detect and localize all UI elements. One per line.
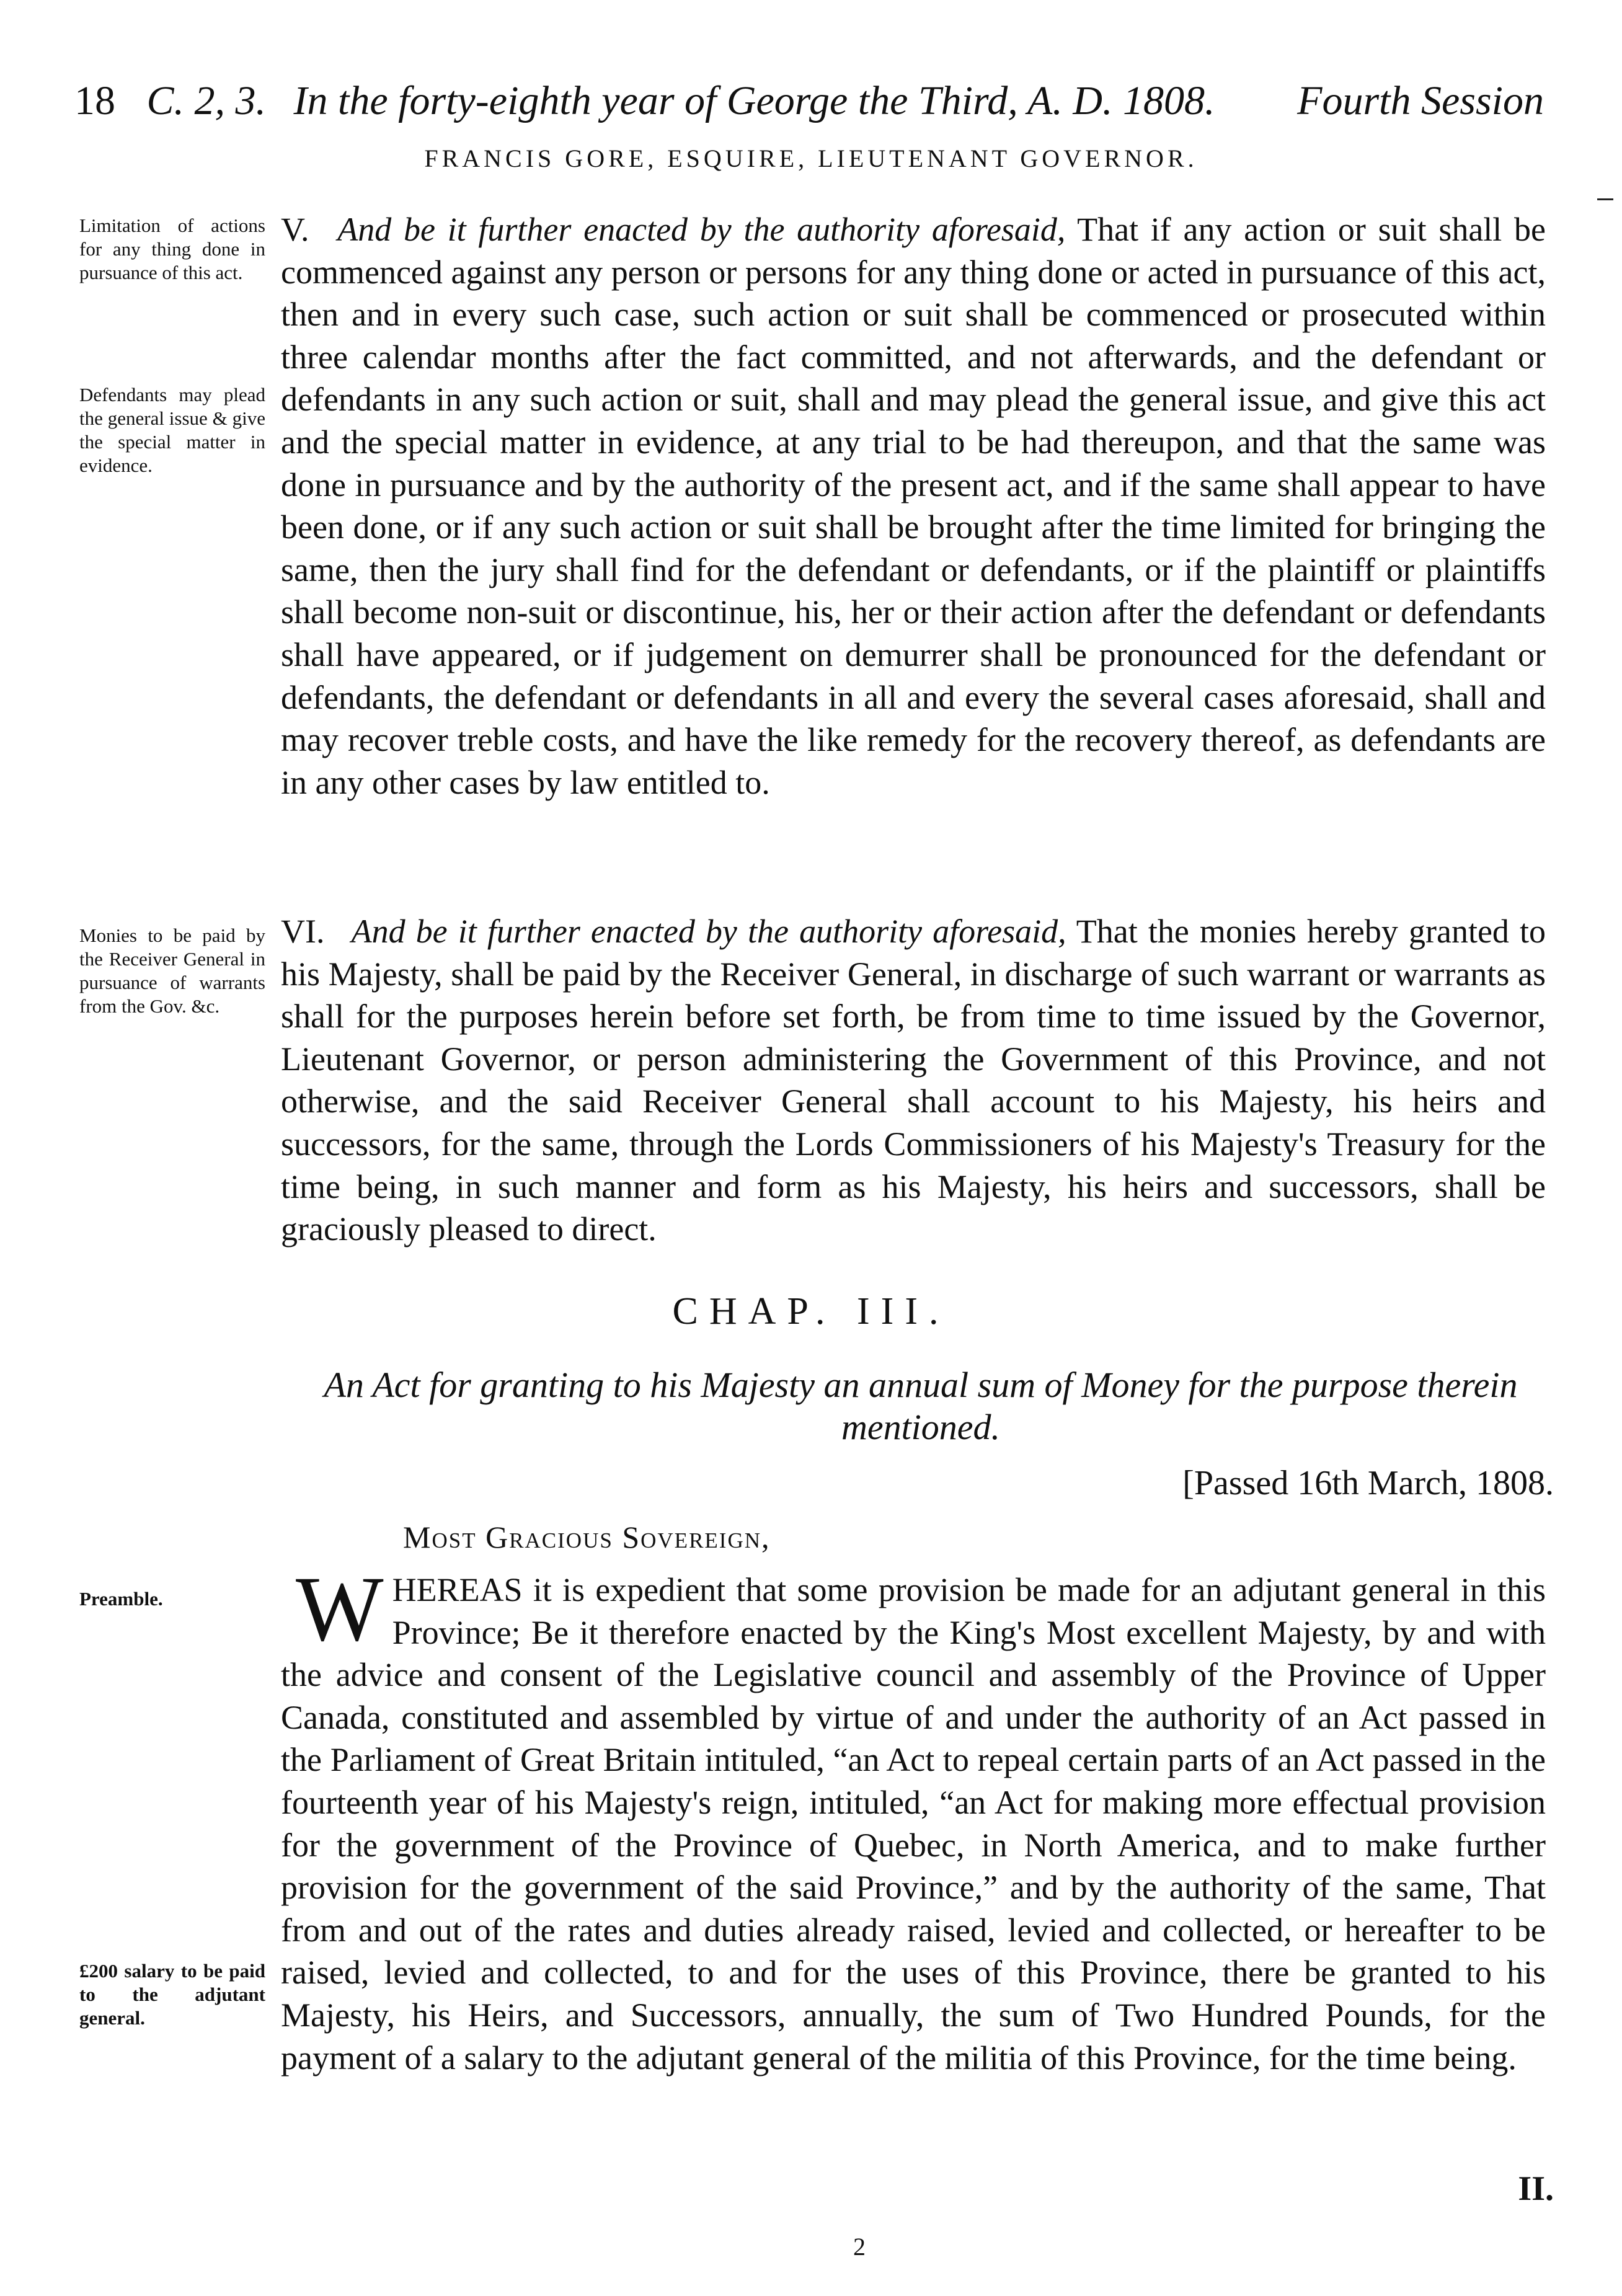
margin-note-limitation: Limitation of actions for any thing done in pursuance of this act. (79, 215, 265, 283)
chapter-heading: CHAP. III. (672, 1290, 950, 1332)
header-title: In the forty-eighth year of George the Third, A. D. 1808. (293, 78, 1215, 123)
passed-date: [Passed 16th March, 1808. (1182, 1464, 1554, 1502)
page-number: 18 (74, 78, 115, 123)
margin-rule (1597, 198, 1613, 200)
section-text: That the monies hereby granted to his Majesty, shall be paid by the Receiver General, in discharge of such warrant or warrants as shall for the purposes herein before set forth, be from time to time issued by the Governor, Lieutenant Governor, or person administering the Government of this Province, and not otherwise, and the said Receiver General shall account to his Majesty, his heirs and successors, for the same, through the Lords Commissioners of his Majesty's Treasury for the time being, in such manner and form as his Majesty, his heirs and successors, shall be graciously pleased to direct. (281, 913, 1546, 1248)
section-text: That if any action or suit shall be commenced against any person or persons for any thing done or acted in pursuance of this act, then and in every such case, such action or suit shall be commenced or prosecuted within three calendar months after the fact committed, and not afterwards, and the defendant or defendants in any such action or suit, shall and may plead the general issue, and give this act and the special matter in evidence, at any trial to be had thereupon, and that the same was done in pursuance and by the authority of the present act, and if the same shall appear to have been done, or if any such action or suit shall be brought after the time limited for bringing the same, then the jury shall find for the defendant or defendants, or if the plaintiff or plaintiffs shall become non-suit or discontinue, his, her or their action after the defendant or defendants shall have appeared, or if judgement on demurrer shall be pronounced for the defendant or defendants, the defendant or defendants in all and every the several cases aforesaid, shall and may recover treble costs, and have the like remedy for the recovery thereof, as defendants are in any other cases by law entitled to. (281, 211, 1546, 801)
lieutenant-governor-subheader: FRANCIS GORE, ESQUIRE, LIEUTENANT GOVERNOR. (424, 144, 1198, 172)
running-header (74, 78, 1562, 123)
section-v (281, 208, 1546, 804)
chapter-reference: C. 2, 3. (146, 78, 267, 123)
margin-note-monies: Monies to be paid by the Receiver General in pursuance of warrants from the Gov. &c. (79, 924, 265, 1017)
section-vi (281, 910, 1546, 1251)
catchword: II. (1518, 2170, 1554, 2208)
preamble-text: HEREAS it is expedient that some provision be made for an adjutant general in this Province; Be it therefore enacted by the King's Most excellent Majesty, by and with the advice and consent of the Legislative council and assembly of the Province of Upper Canada, constituted and assembled by virtue of and under the authority of an Act passed in the Parliament of Great Britain intituled, “an Act to repeal certain parts of an Act passed in the fourteenth year of his Majesty's reign, intituled, “an Act for making more effectual provision for the government of the Province of Quebec, in North America, and to make further provision for the government of the said Province,” and by the authority of the same, That from and out of the rates and duties already raised, levied and collected, or hereafter to be raised, levied and collected, to and for the uses of this Province, there be granted to his Majesty, his Heirs, and Successors, annually, the sum of Two Hundred Pounds, for the payment of a salary to the adjutant general of the militia of this Province, for the time being. (281, 1571, 1546, 2077)
section-lead-in: And be it further enacted by the authority aforesaid, (337, 211, 1066, 248)
section-lead-in: And be it further enacted by the authority aforesaid, (351, 913, 1066, 950)
margin-note-salary: £200 salary to be paid to the adjutant general. (79, 1960, 265, 2029)
section-number: VI. (281, 913, 325, 950)
preamble-paragraph (281, 1558, 1546, 2079)
signature-mark: 2 (853, 2233, 866, 2261)
margin-note-preamble: Preamble. (79, 1588, 163, 1610)
drop-cap: W (296, 1558, 384, 1660)
margin-note-defendants: Defendants may plead the general issue & give the special matter in evidence. (79, 384, 265, 476)
salutation: Most Gracious Sovereign, (403, 1520, 771, 1554)
section-number: V. (281, 211, 309, 248)
act-title: An Act for granting to his Majesty an annual sum of Money for the purpose therein mentioned. (324, 1365, 1518, 1447)
session-label: Fourth Session (1297, 78, 1544, 123)
